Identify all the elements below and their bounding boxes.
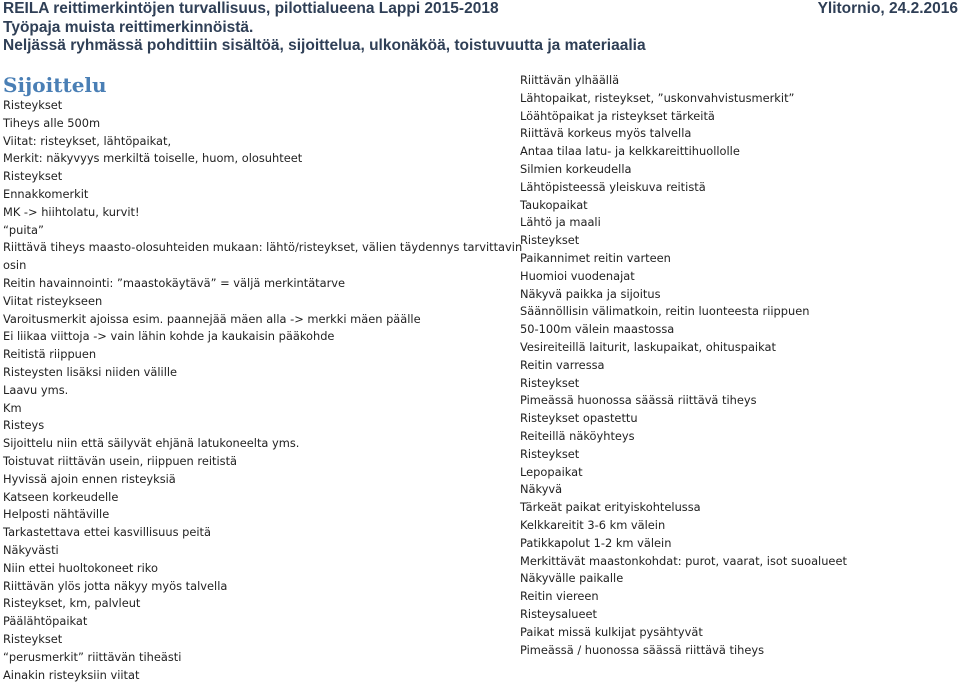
left-list-item: Ei liikaa viittoja -> vain lähin kohde ja kaukaisin pääkohde [3, 329, 335, 344]
right-list-item: Risteykset [520, 375, 580, 390]
left-column [3, 97, 523, 684]
document-header [3, 0, 958, 56]
left-list-item: Risteysten lisäksi niiden välille [3, 364, 178, 379]
left-list-item: MK -> hiihtolatu, kurvit! [3, 204, 140, 219]
left-list-item: “puita” [3, 222, 44, 237]
left-list-item: Hyvissä ajoin ennen risteyksiä [3, 471, 176, 486]
left-list-item: Toistuvat riittävän usein, riippuen reitistä [3, 453, 238, 468]
right-list-item: Vesireiteillä laiturit, laskupaikat, ohituspaikat [520, 339, 776, 354]
right-list-item: Risteykset [520, 233, 580, 248]
right-list-item: Näkyvälle paikalle [520, 571, 624, 586]
left-list-item: Niin ettei huoltokoneet riko [3, 560, 158, 575]
left-list-item: Viitat: risteykset, lähtöpaikat, [3, 133, 172, 148]
left-list-item: Varoitusmerkit ajoissa esim. paannejää mäen alla -> merkki mäen päälle [3, 311, 421, 326]
right-list-item: Pimeässä / huonossa säässä riittävä tiheys [520, 642, 765, 657]
left-list-item: Laavu yms. [3, 382, 69, 397]
right-list-item: Taukopaikat [520, 197, 588, 212]
left-list-item: Risteykset [3, 169, 63, 184]
right-list-item: Säännöllisin välimatkoin, reitin luonteesta riippuen [520, 304, 810, 319]
right-list-item: Paikannimet reitin varteen [520, 250, 671, 265]
left-list-item: Risteykset, km, palvleut [3, 596, 141, 611]
right-list-item: Huomioi vuodenajat [520, 268, 635, 283]
left-list-item: Ennakkomerkit [3, 186, 89, 201]
right-list-item: Patikkapolut 1-2 km välein [520, 535, 672, 550]
left-list-item: Sijoittelu niin että säilyvät ehjänä latukoneelta yms. [3, 436, 300, 451]
right-list-item: Lähtöpisteessä yleiskuva reitistä [520, 179, 706, 194]
right-list-item: Reitin varressa [520, 357, 605, 372]
right-list-item: Reiteillä näköyhteys [520, 428, 635, 443]
right-list-item: Pimeässä huonossa säässä riittävä tiheys [520, 393, 757, 408]
left-list-item: Katseen korkeudelle [3, 489, 119, 504]
left-list-item: Tarkastettava ettei kasvillisuus peitä [3, 525, 211, 540]
left-list-item: Helposti nähtäville [3, 507, 110, 522]
left-list-item: Reitin havainnointi: ”maastokäytävä” = väljä merkintätarve [3, 275, 346, 290]
left-list-item: “perusmerkit” riittävän tiheästi [3, 649, 182, 664]
left-list-item: Reitistä riippuen [3, 347, 97, 362]
right-list-item: Risteykset [520, 446, 580, 461]
header-description: Neljässä ryhmässä pohdittiin sisältöä, sijoittelua, ulkonäköä, toistuvuutta ja materiaalia [3, 37, 646, 54]
right-list-item: Lepopaikat [520, 464, 583, 479]
left-list-item: Risteykset [3, 631, 63, 646]
left-list-item: Näkyvästi [3, 542, 59, 557]
right-list-item: Lähtopaikat, risteykset, ”uskonvahvistusmerkit” [520, 90, 795, 105]
right-list-item: Silmien korkeudella [520, 161, 632, 176]
right-list-item: Riittävä korkeus myös talvella [520, 126, 692, 141]
right-list-item: Antaa tilaa latu- ja kelkkareittihuollolle [520, 144, 740, 159]
right-list-item: Reitin viereen [520, 589, 599, 604]
right-list-item: Riittävän ylhäällä [520, 73, 620, 87]
left-list-item: Merkit: näkyvyys merkiltä toiselle, huom, olosuhteet [3, 151, 303, 166]
left-list-item: osin [3, 258, 27, 273]
right-list-item: Merkittävät maastonkohdat: purot, vaarat, isot suoalueet [520, 553, 847, 568]
right-list-item: Näkyvä [520, 482, 563, 497]
header-subtitle: Työpaja muista reittimerkinnöistä. [3, 18, 254, 36]
right-list-item: 50-100m välein maastossa [520, 322, 675, 337]
right-list-item: Tärkeät paikat erityiskohtelussa [520, 500, 701, 515]
right-column [520, 72, 960, 659]
right-list-item: Risteysalueet [520, 606, 598, 621]
left-list-item: Viitat risteykseen [3, 293, 103, 308]
left-list-item: Ainakin risteyksiin viitat [3, 667, 140, 682]
left-list-item: Päälähtöpaikat [3, 614, 88, 629]
header-place-date: Ylitornio, 24.2.2016 [817, 0, 958, 17]
right-list-item: Lähtö ja maali [520, 215, 601, 230]
right-list-item: Paikat missä kulkijat pysähtyvät [520, 624, 703, 639]
left-list-item: Tiheys alle 500m [3, 115, 101, 130]
left-list-item: Riittävä tiheys maasto-olosuhteiden mukaan: lähtö/risteykset, välien täydennys tarvittavin [3, 240, 523, 255]
right-list-item: Löähtöpaikat ja risteykset tärkeitä [520, 108, 715, 123]
left-list-item: Risteys [3, 418, 45, 433]
left-list-item: Km [3, 400, 22, 415]
left-list-item: Risteykset [3, 98, 63, 112]
left-list-item: Riittävän ylös jotta näkyy myös talvella [3, 578, 228, 593]
header-title: REILA reittimerkintöjen turvallisuus, pilottialueena Lappi 2015-2018 [3, 0, 499, 17]
right-list-item: Kelkkareitit 3-6 km välein [520, 517, 666, 532]
right-list-item: Risteykset opastettu [520, 411, 638, 426]
right-list-item: Näkyvä paikka ja sijoitus [520, 286, 661, 301]
section-title: Sijoittelu [3, 73, 107, 97]
